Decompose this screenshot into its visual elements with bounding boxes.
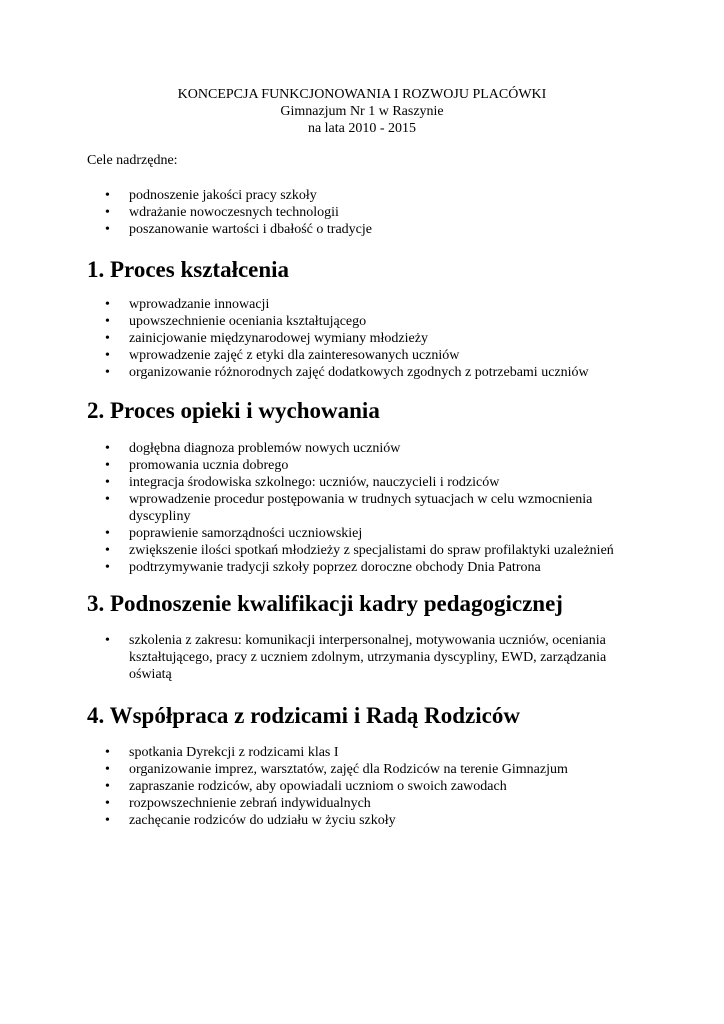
bullet-icon: • — [105, 560, 110, 575]
list-item-text: wprowadzanie innowacji — [129, 297, 270, 312]
bullet-icon: • — [105, 331, 110, 346]
section-heading-4: 4. Współpraca z rodzicami i Radą Rodziców — [87, 703, 520, 728]
bullet-icon: • — [105, 762, 110, 777]
list-item — [105, 474, 645, 491]
section-heading-3: 3. Podnoszenie kwalifikacji kadry pedagogicznej — [87, 591, 563, 616]
list-item — [105, 632, 645, 683]
list-item-text: zwiększenie ilości spotkań młodzieży z specjalistami do spraw profilaktyki uzależnień — [129, 543, 614, 558]
list-item-text: wprowadzenie procedur postępowania w trudnych sytuacjach w celu wzmocnienia dyscypliny — [129, 492, 593, 524]
list-item — [105, 204, 645, 221]
bullet-icon: • — [105, 526, 110, 541]
list-item-text: szkolenia z zakresu: komunikacji interpersonalnej, motywowania uczniów, oceniania kształtującego, pracy z uczniem zdolnym, utrzymania dyscypliny, EWD, zarządzania oświatą — [129, 633, 607, 682]
list-item-text: spotkania Dyrekcji z rodzicami klas I — [129, 745, 339, 760]
list-item — [105, 542, 645, 559]
list-item — [105, 761, 645, 778]
list-item-text: promowania ucznia dobrego — [129, 458, 289, 473]
list-item — [105, 330, 645, 347]
list-item-text: poprawienie samorządności uczniowskiej — [129, 526, 363, 541]
bullet-icon: • — [105, 543, 110, 558]
list-item-text: upowszechnienie oceniania kształtującego — [129, 314, 367, 329]
list-item-text: zapraszanie rodziców, aby opowiadali uczniom o swoich zawodach — [129, 779, 507, 794]
goals-label: Cele nadrzędne: — [87, 153, 178, 168]
document-title: KONCEPCJA FUNKCJONOWANIA I ROZWOJU PLACÓWKI — [177, 87, 547, 102]
list-item — [105, 187, 645, 204]
list-item — [105, 778, 645, 795]
list-item-text: zainicjowanie międzynarodowej wymiany młodzieży — [129, 331, 428, 346]
bullet-icon: • — [105, 779, 110, 794]
section-heading-1: 1. Proces kształcenia — [87, 257, 290, 282]
period-text: na lata 2010 - 2015 — [307, 121, 417, 136]
list-item — [105, 313, 645, 330]
bullet-icon: • — [105, 633, 110, 648]
bullet-icon: • — [105, 188, 110, 203]
bullet-icon: • — [105, 314, 110, 329]
list-item — [105, 559, 645, 576]
list-item-text: wprowadzenie zajęć z etyki dla zainteresowanych uczniów — [129, 348, 460, 363]
bullet-icon: • — [105, 475, 110, 490]
goals-list — [105, 187, 645, 238]
bullet-icon: • — [105, 745, 110, 760]
list-item-text: organizowanie imprez, warsztatów, zajęć dla Rodziców na terenie Gimnazjum — [129, 762, 568, 777]
list-item-text: poszanowanie wartości i dbałość o tradycje — [129, 222, 372, 237]
bullet-icon: • — [105, 441, 110, 456]
school-name: Gimnazjum Nr 1 w Raszynie — [280, 104, 444, 119]
list-item — [105, 491, 645, 525]
bullet-icon: • — [105, 492, 110, 507]
section-1-list — [105, 296, 645, 381]
list-item — [105, 812, 645, 829]
bullet-icon: • — [105, 297, 110, 312]
section-heading-2: 2. Proces opieki i wychowania — [87, 398, 380, 423]
list-item — [105, 364, 645, 381]
bullet-icon: • — [105, 458, 110, 473]
list-item-text: integracja środowiska szkolnego: uczniów, nauczycieli i rodziców — [129, 475, 500, 490]
list-item — [105, 347, 645, 364]
bullet-icon: • — [105, 205, 110, 220]
list-item — [105, 795, 645, 812]
list-item — [105, 440, 645, 457]
section-4-list — [105, 744, 645, 829]
bullet-icon: • — [105, 365, 110, 380]
list-item — [105, 457, 645, 474]
list-item — [105, 296, 645, 313]
bullet-icon: • — [105, 796, 110, 811]
list-item — [105, 221, 645, 238]
list-item — [105, 744, 645, 761]
list-item-text: wdrażanie nowoczesnych technologii — [129, 205, 339, 220]
list-item-text: zachęcanie rodziców do udziału w życiu szkoły — [129, 813, 396, 828]
bullet-icon: • — [105, 813, 110, 828]
list-item-text: podnoszenie jakości pracy szkoły — [129, 188, 317, 203]
list-item-text: organizowanie różnorodnych zajęć dodatkowych zgodnych z potrzebami uczniów — [129, 365, 589, 380]
list-item — [105, 525, 645, 542]
bullet-icon: • — [105, 348, 110, 363]
section-3-list — [105, 632, 645, 683]
list-item-text: dogłębna diagnoza problemów nowych uczniów — [129, 441, 401, 456]
document-header — [0, 86, 724, 137]
list-item-text: rozpowszechnienie zebrań indywidualnych — [129, 796, 371, 811]
section-2-list — [105, 440, 645, 576]
bullet-icon: • — [105, 222, 110, 237]
list-item-text: podtrzymywanie tradycji szkoły poprzez doroczne obchody Dnia Patrona — [129, 560, 541, 575]
